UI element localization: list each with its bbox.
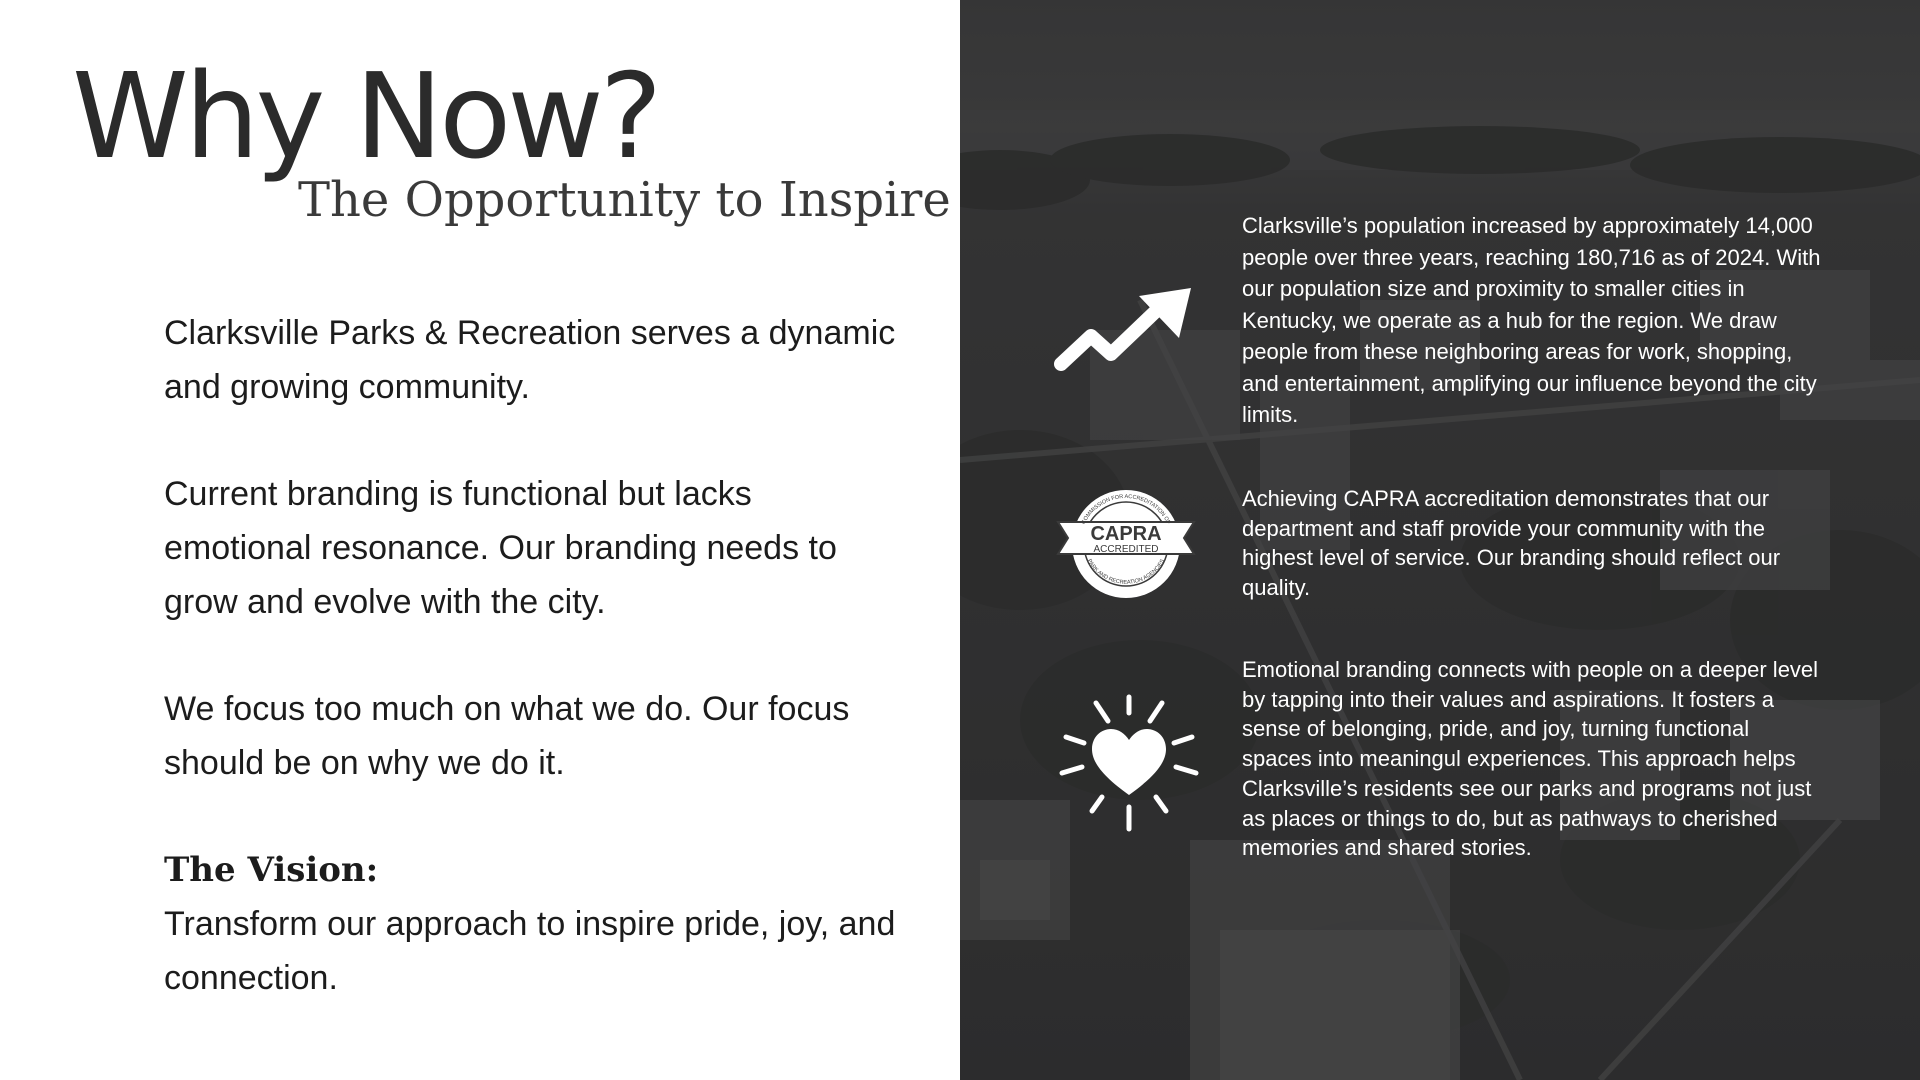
paragraph-focus: We focus too much on what we do. Our focus should be on why we do it. bbox=[164, 690, 850, 782]
page-title: Why Now? bbox=[72, 47, 659, 185]
trending-up-arrow-icon bbox=[1053, 284, 1195, 374]
vision-text: Transform our approach to inspire pride, joy, and connection. bbox=[164, 905, 896, 997]
right-panel bbox=[960, 0, 1920, 1080]
feature-emotional-text: Emotional branding connects with people on a deeper level by tapping into their values and aspirations. It fosters a sense of belonging, pride, and joy, turning functional spaces into meaningul experiences. This approach helps Clarksville’s residents see our parks and programs not just as places or things to do, but as pathways to cherished memories and shared stories. bbox=[1242, 657, 1819, 861]
badge-ring-bottom: PARK AND RECREATION AGENCIES bbox=[1085, 558, 1167, 586]
radiant-heart-icon bbox=[1054, 689, 1204, 839]
page-subtitle: The Opportunity to Inspire bbox=[298, 172, 951, 228]
badge-main-label: CAPRA bbox=[1090, 523, 1162, 545]
paragraph-community: Clarksville Parks & Recreation serves a dynamic and growing community. bbox=[164, 314, 896, 406]
badge-ring-top: COMMISSION FOR ACCREDITATION OF bbox=[1080, 493, 1172, 526]
paragraph-branding: Current branding is functional but lacks emotional resonance. Our branding needs to grow and evolve with the city. bbox=[164, 475, 837, 621]
capra-accredited-badge-icon bbox=[1056, 484, 1196, 604]
vision-heading: The Vision: bbox=[164, 850, 379, 890]
badge-sub-label: ACCREDITED bbox=[1093, 544, 1159, 555]
body-text bbox=[164, 306, 904, 1005]
feature-population-text: Clarksville’s population increased by approximately 14,000 people over three years, reaching 180,716 as of 2024. With our population size and proximity to smaller cities in Kentucky, we operate as a hub for the region. We draw people from these neighboring areas for work, shopping, and entertainment, amplifying our influence beyond the city limits. bbox=[1242, 213, 1821, 427]
feature-capra-text: Achieving CAPRA accreditation demonstrates that our department and staff provide your community with the highest level of service. Our branding should reflect our quality. bbox=[1242, 486, 1781, 600]
